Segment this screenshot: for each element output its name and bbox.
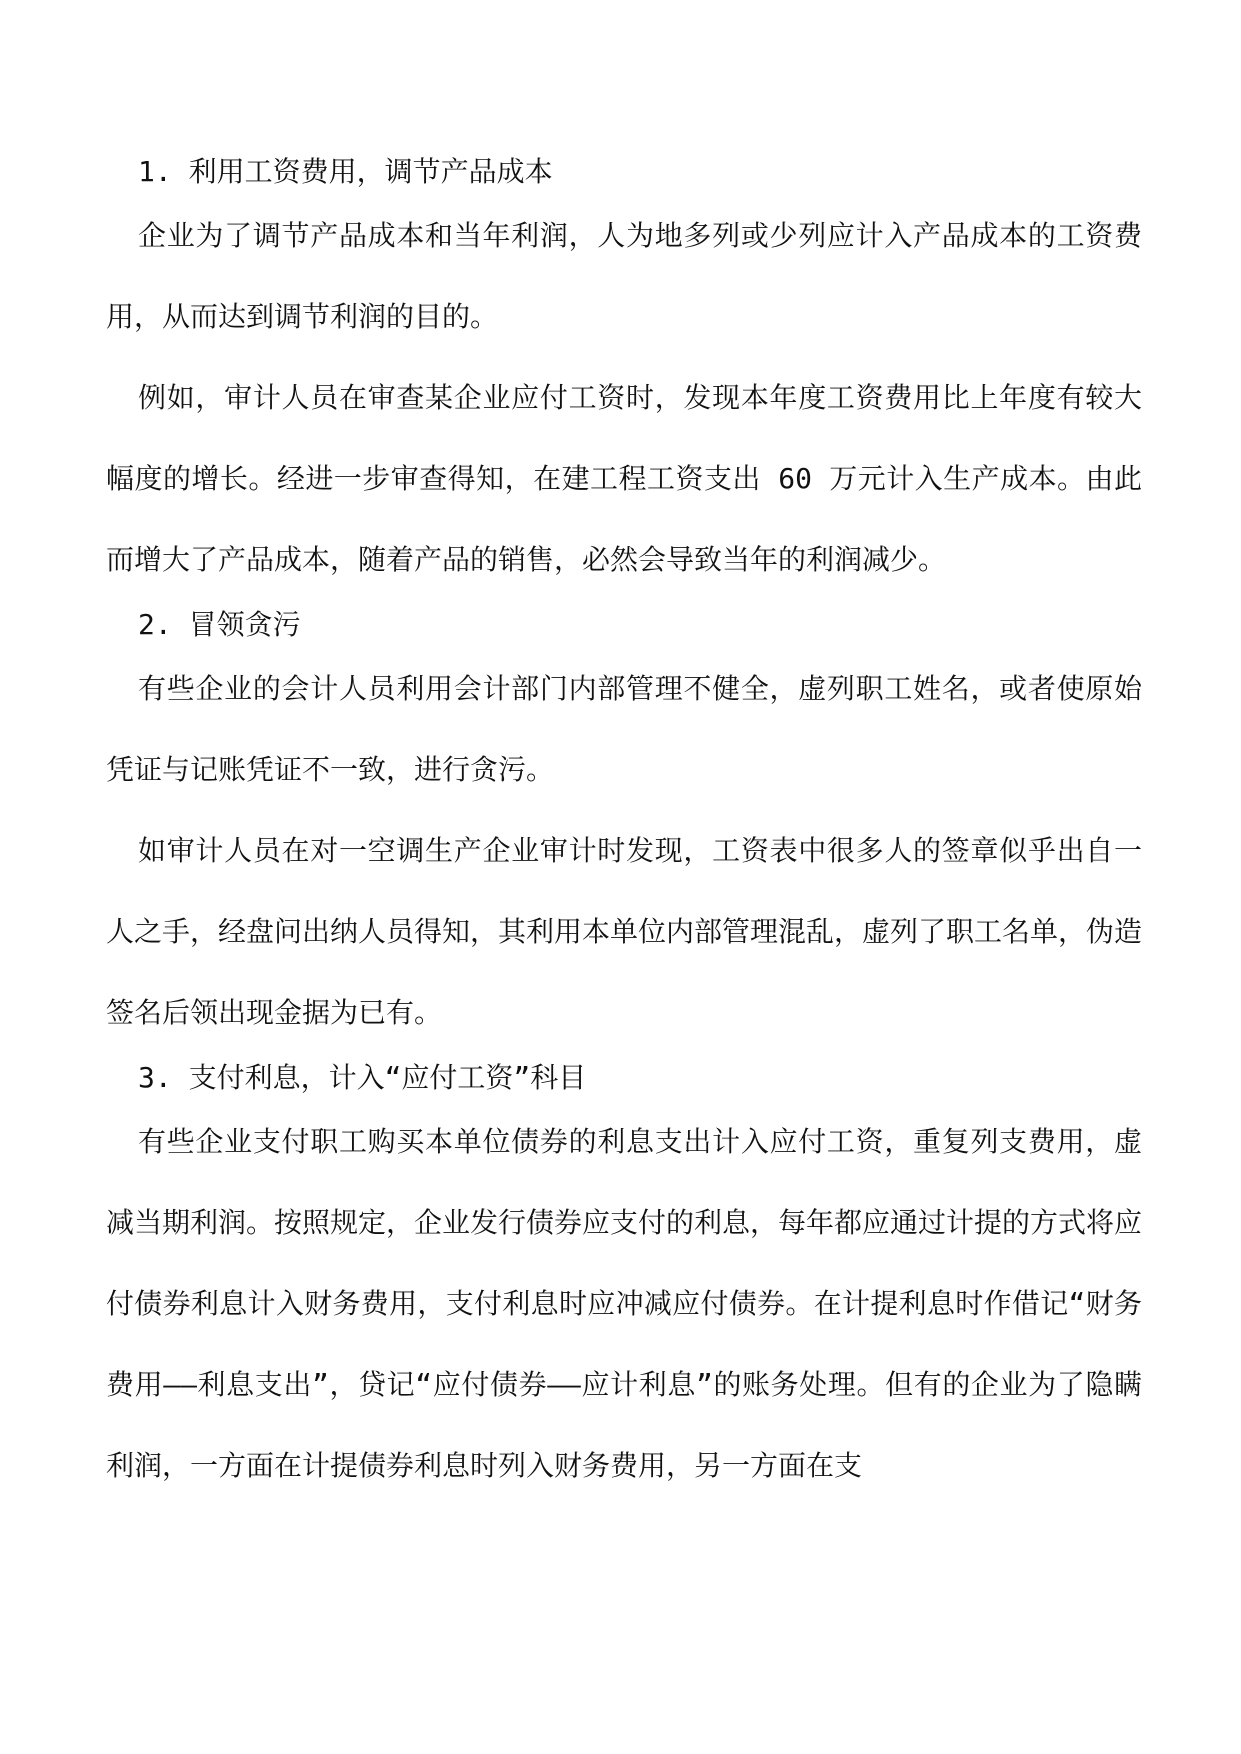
paragraph: 如审计人员在对一空调生产企业审计时发现，工资表中很多人的签章似乎出自一人之手，经盘问出纳人员得知，其利用本单位内部管理混乱，虚列了职工名单，伪造签名后领出现金据为已有。 — [106, 834, 1143, 1029]
section-heading-3: 3. 支付利息，计入“应付工资”科目 — [138, 1061, 587, 1094]
section-heading-2: 2. 冒领贪污 — [138, 608, 301, 641]
section-heading-1: 1. 利用工资费用，调节产品成本 — [138, 155, 553, 188]
document-body — [106, 155, 1142, 1528]
paragraph: 例如，审计人员在审查某企业应付工资时，发现本年度工资费用比上年度有较大幅度的增长。经进一步审查得知，在建工程工资支出 60 万元计入生产成本。由此而增大了产品成本，随着产品的销售，必然会导致当年的利润减少。 — [106, 381, 1142, 576]
paragraph: 有些企业的会计人员利用会计部门内部管理不健全，虚列职工姓名，或者使原始凭证与记账凭证不一致，进行贪污。 — [106, 672, 1142, 786]
paragraph: 企业为了调节产品成本和当年利润，人为地多列或少列应计入产品成本的工资费用，从而达到调节利润的目的。 — [106, 219, 1142, 333]
paragraph: 有些企业支付职工购买本单位债券的利息支出计入应付工资，重复列支费用，虚减当期利润。按照规定，企业发行债券应支付的利息，每年都应通过计提的方式将应付债券利息计入财务费用，支付利息时应冲减应付债券。在计提利息时作借记“财务费用——利息支出”，贷记“应付债券——应计利息”的账务处理。但有的企业为了隐瞒利润，一方面在计提债券利息时列入财务费用，另一方面在支 — [106, 1125, 1143, 1482]
